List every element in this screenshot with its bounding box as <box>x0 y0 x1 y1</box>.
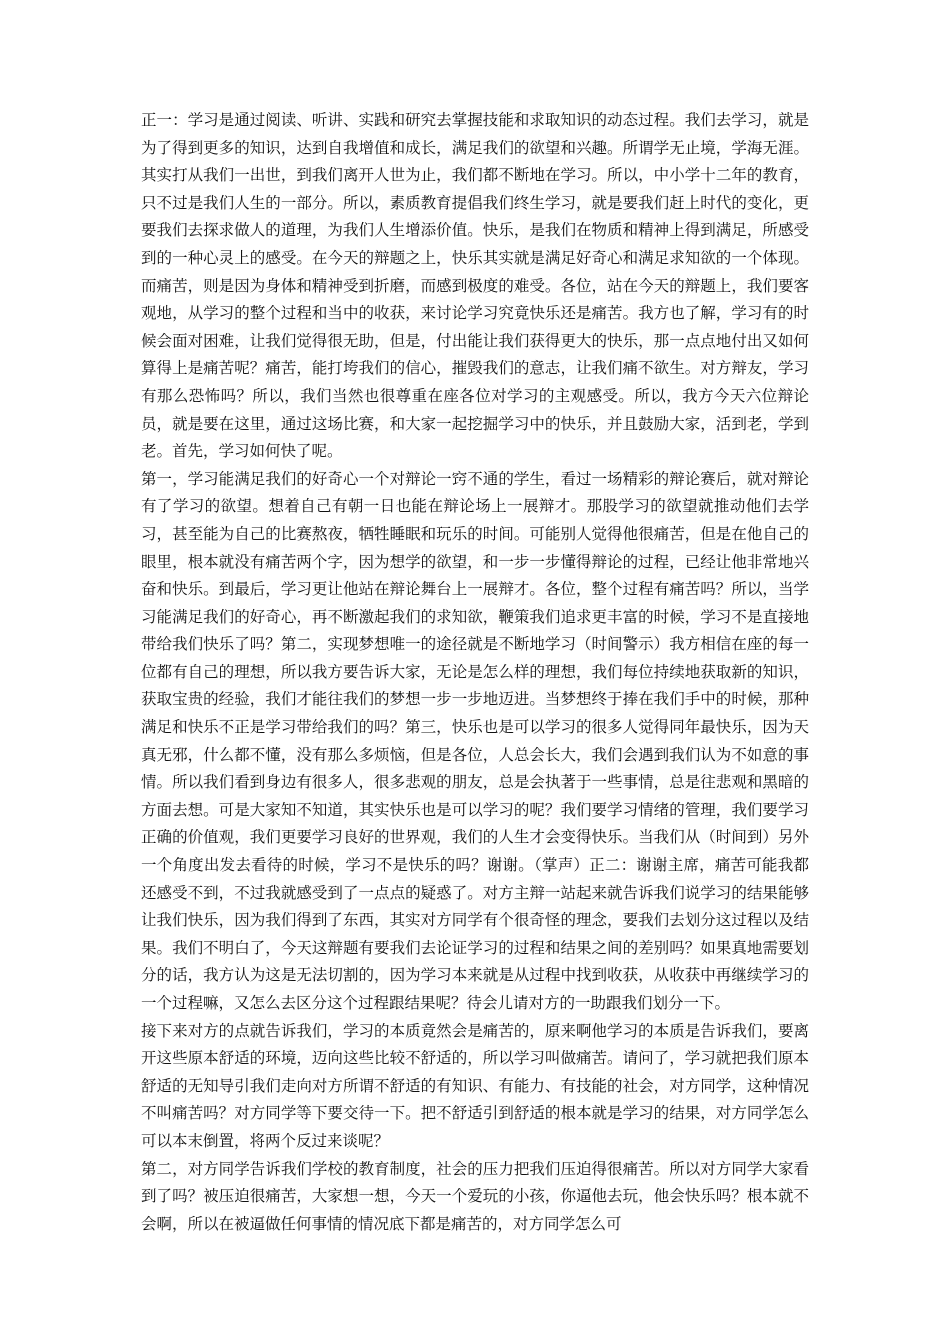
paragraph-first-point: 第一，学习能满足我们的好奇心一个对辩论一窍不通的学生，看过一场精彩的辩论赛后，就对辩论有了学习的欲望。想着自己有朝一日也能在辩论场上一展辩才。那股学习的欲望就推动他们去学习，甚至能为自己的比赛熬夜，牺牲睡眠和玩乐的时间。可能别人觉得他很痛苦，但是在他自己的眼里，根本就没有痛苦两个字，因为想学的欲望，和一步一步懂得辩论的过程，已经让他非常地兴奋和快乐。到最后，学习更让他站在辩论舞台上一展辩才。各位，整个过程有痛苦吗？所以，当学习能满足我们的好奇心，再不断激起我们的求知欲，鞭策我们追求更丰富的时候，学习不是直接地带给我们快乐了吗？第二，实现梦想唯一的途径就是不断地学习（时间警示）我方相信在座的每一位都有自己的理想，所以我方要告诉大家，无论是怎么样的理想，我们每位持续地获取新的知识，获取宝贵的经验，我们才能往我们的梦想一步一步地迈进。当梦想终于捧在我们手中的时候，那种满足和快乐不正是学习带给我们的吗？第三，快乐也是可以学习的很多人觉得同年最快乐，因为天真无邪，什么都不懂，没有那么多烦恼，但是各位，人总会长大，我们会遇到我们认为不如意的事情。所以我们看到身边有很多人，很多悲观的朋友，总是会执著于一些事情，总是往悲观和黑暗的方面去想。可是大家知不知道，其实快乐也是可以学习的呢？我们要学习情绪的管理，我们要学习正确的价值观，我们更要学习良好的世界观，我们的人生才会变得快乐。当我们从（时间到）另外一个角度出发去看待的时候，学习不是快乐的吗？谢谢。（掌声）正二：谢谢主席，痛苦可能我都还感受不到，不过我就感受到了一点点的疑惑了。对方主辩一站起来就告诉我们说学习的结果能够让我们快乐，因为我们得到了东西，其实对方同学有个很奇怪的理念，要我们去划分这过程以及结果。我们不明白了，今天这辩题有要我们去论证学习的过程和结果之间的差别吗？如果真地需要划分的话，我方认为这是无法切割的，因为学习本来就是从过程中找到收获，从收获中再继续学习的一个过程嘛，又怎么去区分这个过程跟结果呢？待会儿请对方的一助跟我们划分一下。 <box>141 469 809 1012</box>
paragraph-second-point: 第二，对方同学告诉我们学校的教育制度，社会的压力把我们压迫得很痛苦。所以对方同学大家看到了吗？被压迫很痛苦，大家想一想，今天一个爱玩的小孩，你逼他去玩，他会快乐吗？根本就不会啊，所以在被逼做任何事情的情况底下都是痛苦的，对方同学怎么可 <box>141 1159 809 1233</box>
document-page <box>141 107 809 1238</box>
paragraph-rebuttal: 接下来对方的点就告诉我们，学习的本质竟然会是痛苦的，原来啊他学习的本质是告诉我们，要离开这些原本舒适的环境，迈向这些比较不舒适的，所以学习叫做痛苦。请问了，学习就把我们原本舒适的无知导引我们走向对方所谓不舒适的有知识、有能力、有技能的社会，对方同学，这种情况不叫痛苦吗？对方同学等下要交待一下。把不舒适引到舒适的根本就是学习的结果，对方同学怎么可以本末倒置，将两个反过来谈呢？ <box>141 1021 809 1150</box>
paragraph-opening-statement: 正一：学习是通过阅读、听讲、实践和研究去掌握技能和求取知识的动态过程。我们去学习，就是为了得到更多的知识，达到自我增值和成长，满足我们的欲望和兴趣。所谓学无止境，学海无涯。其实打从我们一出世，到我们离开人世为止，我们都不断地在学习。所以，中小学十二年的教育，只不过是我们人生的一部分。所以，素质教育提倡我们终生学习，就是要我们赶上时代的变化，更要我们去探求做人的道理，为我们人生增添价值。快乐，是我们在物质和精神上得到满足，所感受到的一种心灵上的感受。在今天的辩题之上，快乐其实就是满足好奇心和满足求知欲的一个体现。而痛苦，则是因为身体和精神受到折磨，而感到极度的难受。各位，站在今天的辩题上，我们要客观地，从学习的整个过程和当中的收获，来讨论学习究竟快乐还是痛苦。我方也了解，学习有的时候会面对困难，让我们觉得很无助，但是，付出能让我们获得更大的快乐，那一点点地付出又如何算得上是痛苦呢？痛苦，能打垮我们的信心，摧毁我们的意志，让我们痛不欲生。对方辩友，学习有那么恐怖吗？所以，我们当然也很尊重在座各位对学习的主观感受。所以，我方今天六位辩论员，就是要在这里，通过这场比赛，和大家一起挖掘学习中的快乐，并且鼓励大家，活到老，学到老。首先，学习如何快了呢。 <box>141 111 809 461</box>
